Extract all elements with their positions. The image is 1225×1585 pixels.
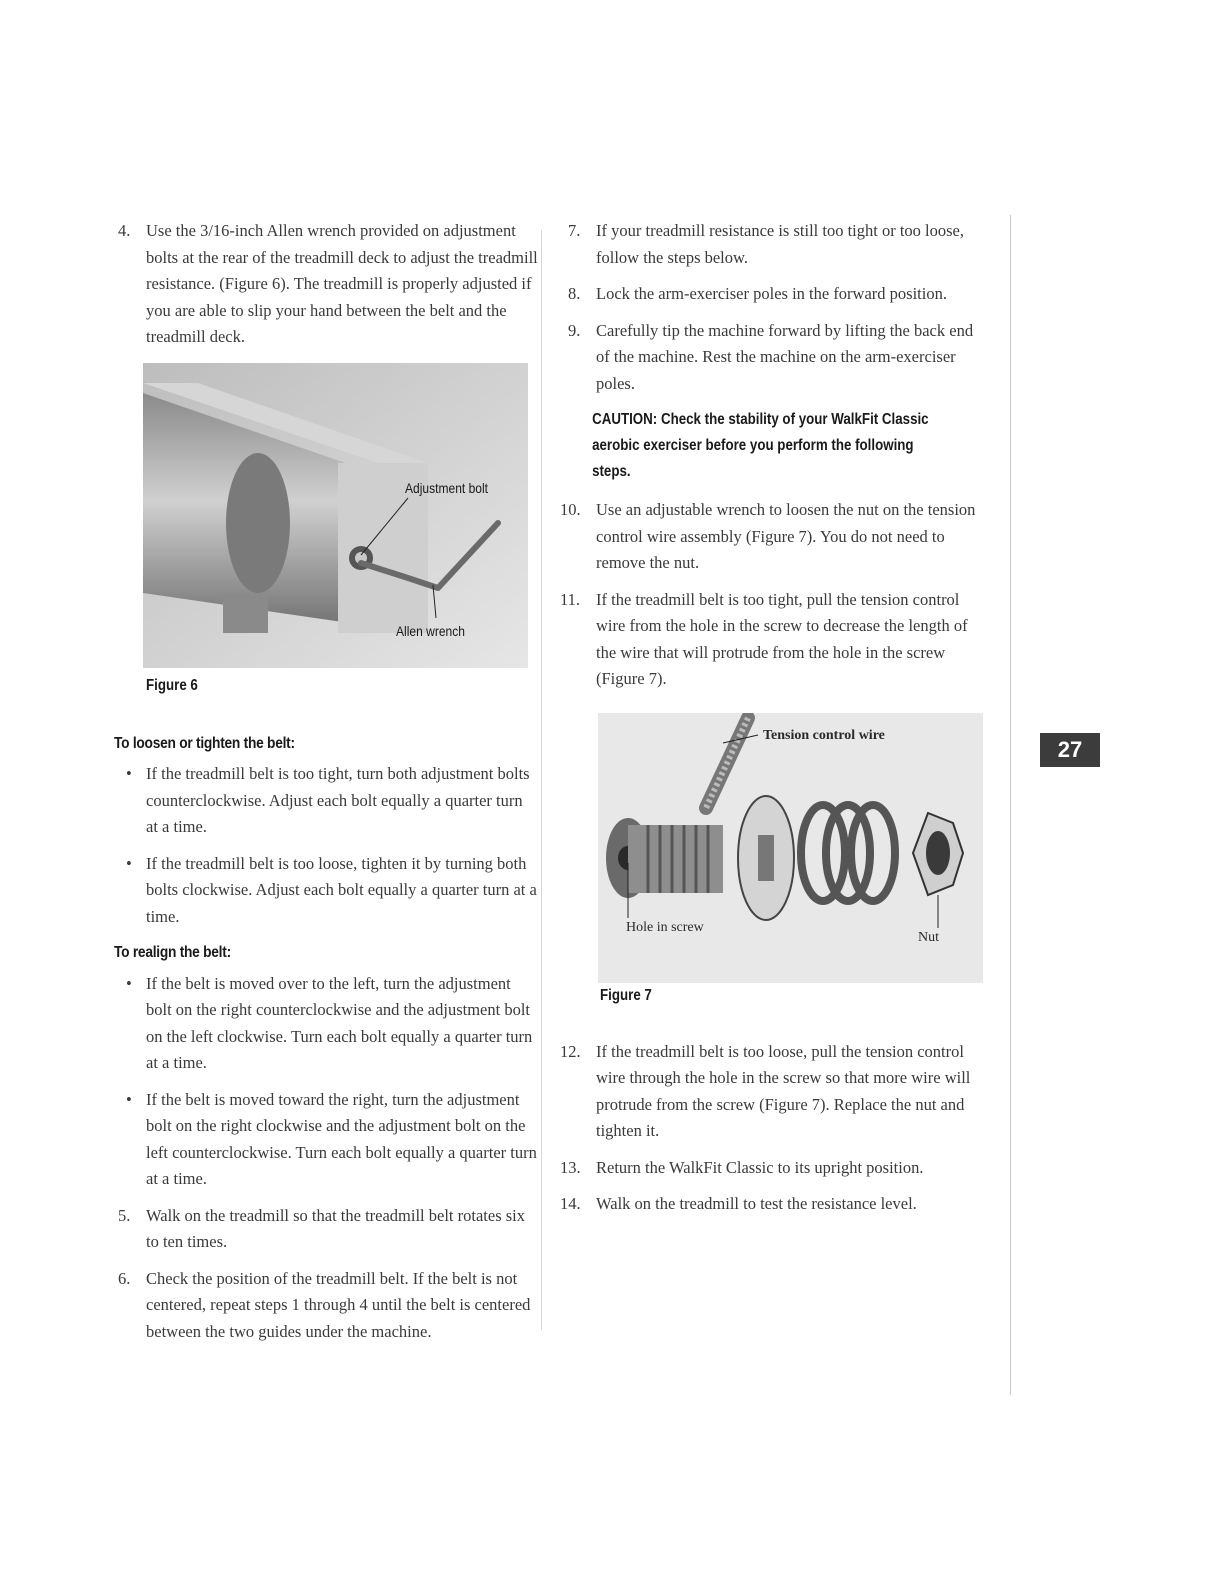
step-text: Return the WalkFit Classic to its upright position.	[596, 1157, 924, 1177]
column-rule-right	[1010, 215, 1011, 1395]
roller-foot	[223, 598, 268, 633]
label-allen-wrench: Allen wrench	[396, 622, 465, 639]
figure-7	[568, 703, 988, 1033]
step-5	[118, 1203, 538, 1256]
left-column	[114, 218, 538, 1355]
figure-7-caption: Figure 7	[600, 986, 652, 1004]
loosen-bullet-2: • If the treadmill belt is too loose, tighten it by turning both bolts clockwise. Adjust each bolt equally a quarter turn at a time.	[126, 853, 537, 926]
step-text: Use an adjustable wrench to loosen the nut on the tension control wire assembly (Figure 7). You do not need to remove the nut.	[596, 500, 976, 572]
step-4	[118, 218, 538, 351]
column-rule-left	[541, 230, 542, 1330]
bullet-text: If the treadmill belt is too tight, turn both adjustment bolts counterclockwise. Adjust each bolt equally a quarter turn at a time.	[146, 764, 530, 836]
step-13	[560, 1155, 988, 1182]
bullet-text: If the belt is moved over to the left, turn the adjustment bolt on the right counterclockwise and the adjustment bolt on the left clockwise. Turn each bolt equally a quarter turn at a time.	[146, 973, 533, 1072]
figure-6-caption: Figure 6	[146, 676, 198, 694]
caution-note: CAUTION: Check the stability of your WalkFit Classic aerobic exerciser before you perform the following steps.	[592, 411, 929, 480]
step-text: Carefully tip the machine forward by lifting the back end of the machine. Rest the machine on the arm-exerciser poles.	[596, 320, 974, 393]
step-11	[560, 587, 988, 693]
step-10	[560, 497, 988, 577]
loosen-heading: To loosen or tighten the belt:	[114, 734, 295, 752]
realign-bullet-1: • If the belt is moved over to the left, turn the adjustment bolt on the right counterclockwise and the adjustment bolt on the left clockwise. Turn each bolt equally a quarter turn at a time.	[126, 973, 533, 1072]
label-hole-in-screw: Hole in screw	[626, 919, 704, 935]
step-number: 9.	[568, 320, 581, 340]
realign-bullet-2: • If the belt is moved toward the right, turn the adjustment bolt on the right clockwise and the adjustment bolt on the left counterclockwise. Turn each bolt equally a quarter turn at a time.	[126, 1089, 537, 1188]
label-nut: Nut	[918, 929, 939, 945]
step-number: 11.	[560, 589, 581, 609]
step-number: 5.	[118, 1205, 131, 1225]
step-text: If the treadmill belt is too loose, pull the tension control wire through the hole in the screw so that more wire will protrude from the screw (Figure 7). Replace the nut and tighten it.	[596, 1041, 971, 1140]
step-number: 8.	[568, 284, 581, 303]
step-6	[118, 1266, 538, 1346]
step-text: If your treadmill resistance is still too tight or too loose, follow the steps below.	[596, 221, 964, 267]
figure-6-illustration	[118, 363, 538, 668]
step-text: Walk on the treadmill so that the treadmill belt rotates six to ten times.	[146, 1205, 525, 1251]
step-7	[568, 218, 988, 271]
step-text: If the treadmill belt is too tight, pull the tension control wire from the hole in the screw to decrease the length of the wire that will protrude from the hole in the screw (Figure 7).	[596, 589, 968, 688]
step-number: 12.	[560, 1041, 581, 1061]
label-tension-control-wire: Tension control wire	[763, 727, 885, 743]
step-number: 13.	[560, 1157, 581, 1177]
roller-end	[226, 453, 290, 593]
label-adjustment-bolt: Adjustment bolt	[405, 479, 488, 496]
step-14	[560, 1191, 988, 1218]
step-8	[568, 281, 988, 308]
page-number-tab: 27	[1040, 733, 1100, 767]
realign-heading: To realign the belt:	[114, 944, 231, 961]
step-number: 4.	[118, 221, 131, 240]
step-text: Walk on the treadmill to test the resistance level.	[596, 1194, 917, 1213]
step-number: 14.	[560, 1194, 581, 1213]
figure-6	[118, 363, 538, 713]
step-12	[560, 1039, 988, 1145]
loosen-bullet-1: • If the treadmill belt is too tight, turn both adjustment bolts counterclockwise. Adjust each bolt equally a quarter turn at a time.	[126, 764, 530, 836]
bullet-text: If the treadmill belt is too loose, tighten it by turning both bolts clockwise. Adjust each bolt equally a quarter turn at a time.	[146, 853, 537, 926]
step-text: Use the 3/16-inch Allen wrench provided on adjustment bolts at the rear of the treadmill deck to adjust the treadmill resistance. (Figure 6). The treadmill is properly adjusted if you are able to slip your hand between the belt and the treadmill deck.	[146, 221, 538, 346]
step-number: 7.	[568, 221, 581, 240]
bullet-text: If the belt is moved toward the right, turn the adjustment bolt on the right clockwise and the adjustment bolt on the left counterclockwise. Turn each bolt equally a quarter turn at a time.	[146, 1089, 537, 1188]
step-number: 10.	[560, 500, 581, 519]
step-text: Lock the arm-exerciser poles in the forward position.	[596, 284, 947, 303]
step-number: 6.	[118, 1268, 131, 1288]
right-column	[560, 218, 988, 1228]
step-9	[568, 318, 988, 398]
step-text: Check the position of the treadmill belt. If the belt is not centered, repeat steps 1 through 4 until the belt is centered between the two guides under the machine.	[146, 1268, 531, 1341]
